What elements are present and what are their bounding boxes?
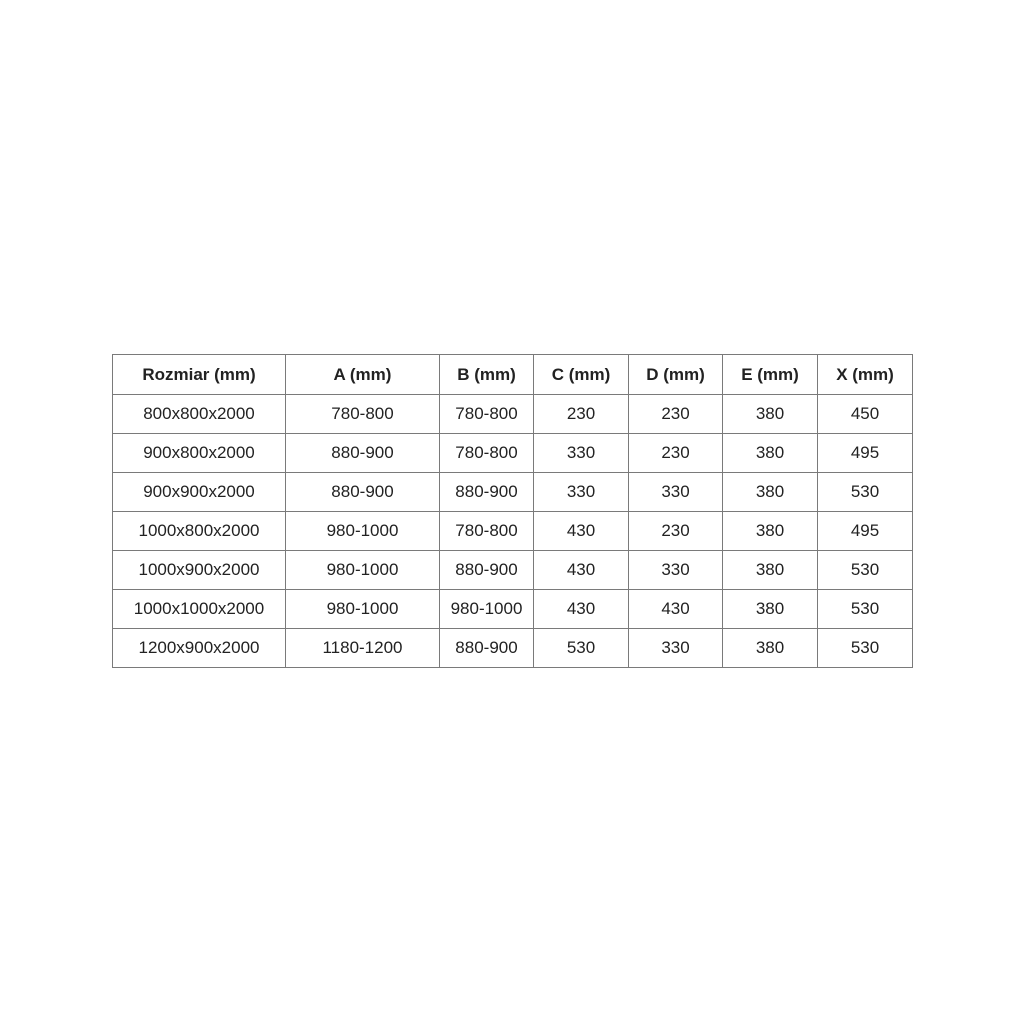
cell-a: 880-900 [286,473,440,512]
cell-d: 330 [629,551,723,590]
cell-b: 880-900 [440,473,534,512]
cell-rozmiar: 1000x1000x2000 [113,590,286,629]
cell-a: 980-1000 [286,590,440,629]
header-x: X (mm) [818,355,913,395]
cell-c: 430 [534,512,629,551]
cell-x: 450 [818,395,913,434]
cell-rozmiar: 1000x900x2000 [113,551,286,590]
header-a: A (mm) [286,355,440,395]
table-row [113,590,913,629]
cell-x: 530 [818,473,913,512]
cell-c: 530 [534,629,629,668]
cell-b: 780-800 [440,512,534,551]
cell-b: 880-900 [440,551,534,590]
cell-x: 495 [818,512,913,551]
cell-c: 330 [534,473,629,512]
cell-d: 230 [629,512,723,551]
table-header-row [113,355,913,395]
table-row [113,473,913,512]
cell-a: 1180-1200 [286,629,440,668]
cell-d: 230 [629,395,723,434]
cell-e: 380 [723,434,818,473]
cell-rozmiar: 900x900x2000 [113,473,286,512]
cell-a: 980-1000 [286,551,440,590]
header-rozmiar: Rozmiar (mm) [113,355,286,395]
header-d: D (mm) [629,355,723,395]
cell-rozmiar: 1000x800x2000 [113,512,286,551]
cell-d: 430 [629,590,723,629]
cell-b: 780-800 [440,395,534,434]
cell-rozmiar: 900x800x2000 [113,434,286,473]
dimensions-table-container [112,354,912,668]
cell-rozmiar: 800x800x2000 [113,395,286,434]
table-row [113,629,913,668]
cell-x: 495 [818,434,913,473]
cell-rozmiar: 1200x900x2000 [113,629,286,668]
cell-c: 430 [534,590,629,629]
cell-a: 880-900 [286,434,440,473]
cell-a: 980-1000 [286,512,440,551]
cell-e: 380 [723,395,818,434]
table-row [113,551,913,590]
cell-d: 230 [629,434,723,473]
cell-e: 380 [723,512,818,551]
cell-b: 880-900 [440,629,534,668]
cell-b: 780-800 [440,434,534,473]
dimensions-table [112,354,913,668]
table-row [113,512,913,551]
cell-e: 380 [723,590,818,629]
cell-d: 330 [629,629,723,668]
cell-x: 530 [818,551,913,590]
header-c: C (mm) [534,355,629,395]
cell-a: 780-800 [286,395,440,434]
table-row [113,434,913,473]
cell-e: 380 [723,629,818,668]
cell-x: 530 [818,590,913,629]
cell-c: 330 [534,434,629,473]
table-row [113,395,913,434]
cell-d: 330 [629,473,723,512]
cell-e: 380 [723,551,818,590]
cell-x: 530 [818,629,913,668]
header-b: B (mm) [440,355,534,395]
header-e: E (mm) [723,355,818,395]
cell-e: 380 [723,473,818,512]
cell-b: 980-1000 [440,590,534,629]
cell-c: 430 [534,551,629,590]
cell-c: 230 [534,395,629,434]
